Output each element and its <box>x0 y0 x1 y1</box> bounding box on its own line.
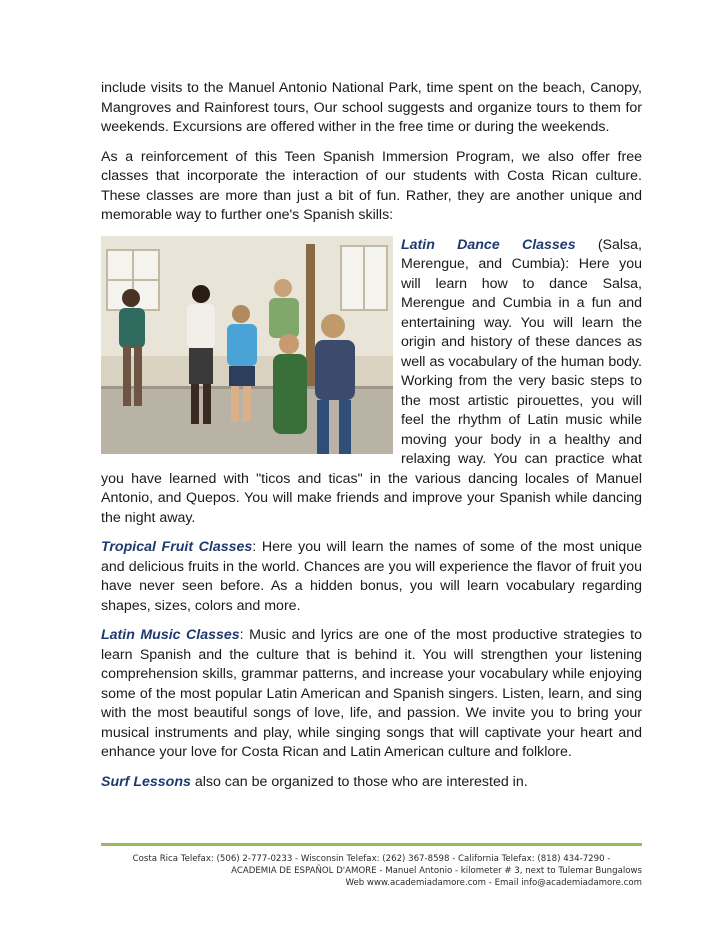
dance-class-photo <box>101 236 393 454</box>
footer-web-line: Web www.academiadamore.com - Email info@academiadamore.com <box>345 878 642 888</box>
paragraph-excursions: include visits to the Manuel Antonio National Park, time spent on the beach, Canopy, Mangroves and Rainforest tours, Our school suggests and organize tours to them for weekends. Excursions are offered wither in the free time or during the weekends. <box>101 80 642 135</box>
surf-lessons-heading: Surf Lessons <box>101 773 191 790</box>
tropical-fruit-text: : Here you will learn the names of some of the most unique and delicious fruits in the world. Chances are you will experience the flavor of fruit you have never seen before. As a hidden bonus, you will learn vocabulary regarding shapes, sizes, colors and more. <box>101 539 642 614</box>
paragraph-surf <box>101 773 642 793</box>
dance-photo-illustration <box>101 236 393 454</box>
paragraph-latin-music <box>101 626 642 763</box>
document-body <box>101 79 642 802</box>
latin-music-heading: Latin Music Classes <box>101 627 240 643</box>
footer-divider <box>101 843 642 846</box>
latin-music-text: : Music and lyrics are one of the most productive strategies to learn Spanish and the culture that is behind it. You will strengthen your listening comprehension skills, grammar patterns, and increase your vocabulary while enjoying some of the most popular Latin American and Spanish singers. Listen, learn, and sing with the most beautiful songs of love, life, and passion. We invite you to bring your musical instruments and play, while singing songs that will captivate your heart and enhance your love for Costa Rican and Latin American culture and folklore. <box>101 627 643 760</box>
paragraph-reinforcement: As a reinforcement of this Teen Spanish Immersion Program, we also offer free classes that incorporate the interaction of our students with Costa Rican culture. These classes are more than just a bit of fun. Rather, they are another unique and memorable way to further one's Spanish skills: <box>101 148 642 223</box>
latin-dance-text: (Salsa, Merengue, and Cumbia): Here you will learn how to dance Salsa, Merengue and Cumbia in a fun and entertaining way. You will learn the origin and history of these dances as well as vocabulary of the human body. Working from the very basic steps to the most artistic pirouettes, you will feel the rhythm of Latin music while moving your body in a healthy and relaxing way. You can practice what you have learned with "ticos and ticas" in the various dancing locales of Manuel Antonio, and Quepos. You will make friends and improve your Spanish while dancing the night away. <box>101 236 642 526</box>
paragraph-tropical-fruit <box>101 538 642 616</box>
latin-dance-heading: Latin Dance Classes <box>401 236 576 253</box>
footer-contact-line: Costa Rica Telefax: (506) 2-777-0233 - Wisconsin Telefax: (262) 367-8598 - California Telefax: (818) 434-7290 - <box>132 854 611 864</box>
footer <box>101 853 642 889</box>
footer-address-line: ACADEMIA DE ESPAÑOL D'AMORE - Manuel Antonio - kilometer # 3, next to Tulemar Bungalows <box>231 866 642 876</box>
tropical-fruit-heading: Tropical Fruit Classes <box>101 539 253 555</box>
surf-lessons-text: also can be organized to those who are interested in. <box>190 773 528 790</box>
